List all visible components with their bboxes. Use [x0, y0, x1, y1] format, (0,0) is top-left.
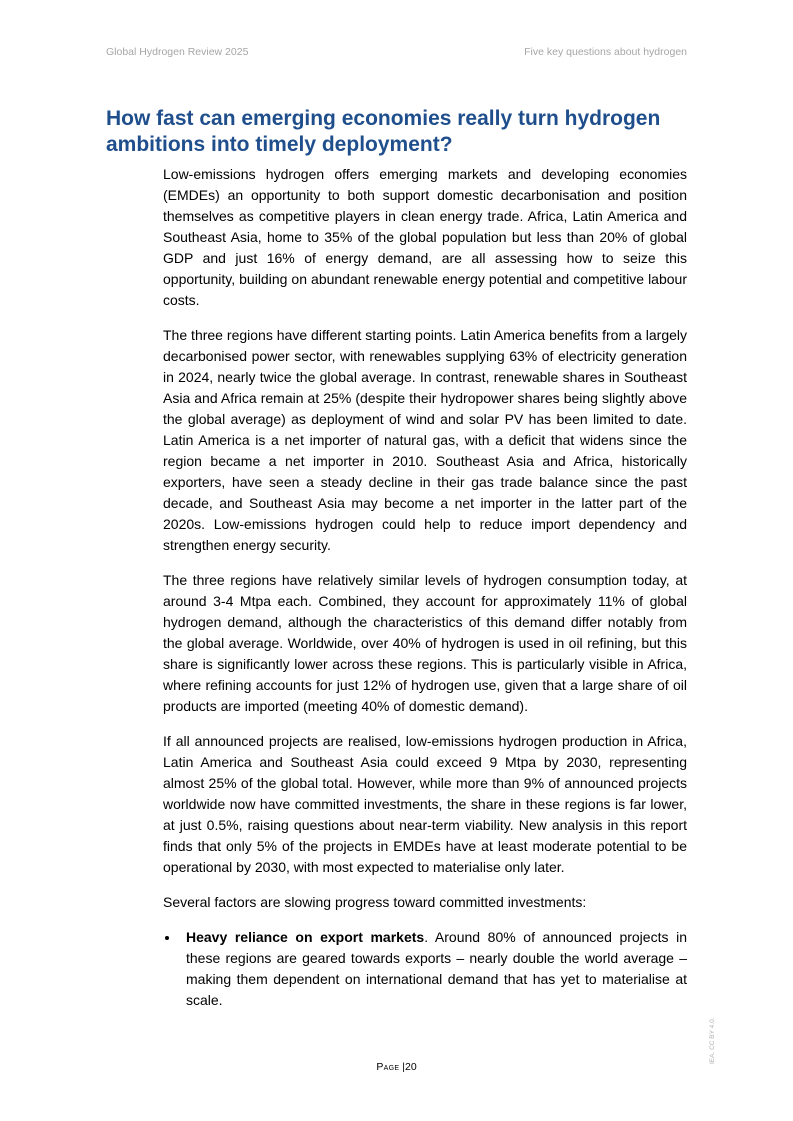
paragraph-2: The three regions have different starting points. Latin America benefits from a largely decarbonised power sector, with renewables supplying 63% of electricity generation in 2024, nearly twice the global average. In contrast, renewable shares in Southeast Asia and Africa remain at 25% (despite their hydropower shares being slightly above the global average) as deployment of wind and solar PV has been limited to date. Latin America is a net importer of natural gas, with a deficit that widens since the region became a net importer in 2010. Southeast Asia and Africa, historically exporters, have seen a steady decline in their gas trade balance since the past decade, and Southeast Asia may become a net importer in the latter part of the 2020s. Low-emissions hydrogen could help to reduce import dependency and strengthen energy security. [163, 327, 687, 553]
page-label: Page [376, 1061, 400, 1073]
page-footer [0, 1061, 793, 1073]
header-chapter-title: Five key questions about hydrogen [524, 46, 687, 58]
body-text [163, 164, 687, 1011]
paragraph-5: Several factors are slowing progress toward committed investments: [163, 894, 587, 910]
page-title: How fast can emerging economies really turn hydrogen ambitions into timely deployment? [106, 107, 661, 156]
bullet-lead: Heavy reliance on export markets [186, 929, 425, 945]
bullet-item [163, 927, 687, 1011]
bullet-body [186, 927, 687, 1011]
header-report-title: Global Hydrogen Review 2025 [106, 46, 249, 58]
paragraph-4: If all announced projects are realised, low-emissions hydrogen production in Africa, Latin America and Southeast Asia could exceed 9 Mtpa by 2030, representing almost 25% of the global total. However, while more than 9% of announced projects worldwide now have committed investments, the share in these regions is far lower, at just 0.5%, raising questions about near-term viability. New analysis in this report finds that only 5% of the projects in EMDEs have at least moderate potential to be operational by 2030, with most expected to materialise only later. [163, 733, 687, 875]
paragraph-1: Low-emissions hydrogen offers emerging markets and developing economies (EMDEs) an opportunity to both support domestic decarbonisation and position themselves as competitive players in clean energy trade. Africa, Latin America and Southeast Asia, home to 35% of the global population but less than 20% of global GDP and just 16% of energy demand, are all assessing how to seize this opportunity, building on abundant renewable energy potential and competitive labour costs. [163, 166, 687, 308]
bullet-text: . Around 80% of announced projects in these regions are geared towards exports – nearly double the world average – making them dependent on international demand that has yet to materialise at scale. [186, 929, 687, 1008]
page-number: 20 [404, 1061, 417, 1073]
page-separator: | [402, 1061, 405, 1073]
license-note: IEA. CC BY 4.0. [709, 1017, 716, 1064]
paragraph-3: The three regions have relatively similar levels of hydrogen consumption today, at around 3-4 Mtpa each. Combined, they account for approximately 11% of global hydrogen demand, although the characteristics of this demand differ notably from the global average. Worldwide, over 40% of hydrogen is used in oil refining, but this share is significantly lower across these regions. This is particularly visible in Africa, where refining accounts for just 12% of hydrogen use, given that a large share of oil products are imported (meeting 40% of domestic demand). [163, 572, 687, 714]
